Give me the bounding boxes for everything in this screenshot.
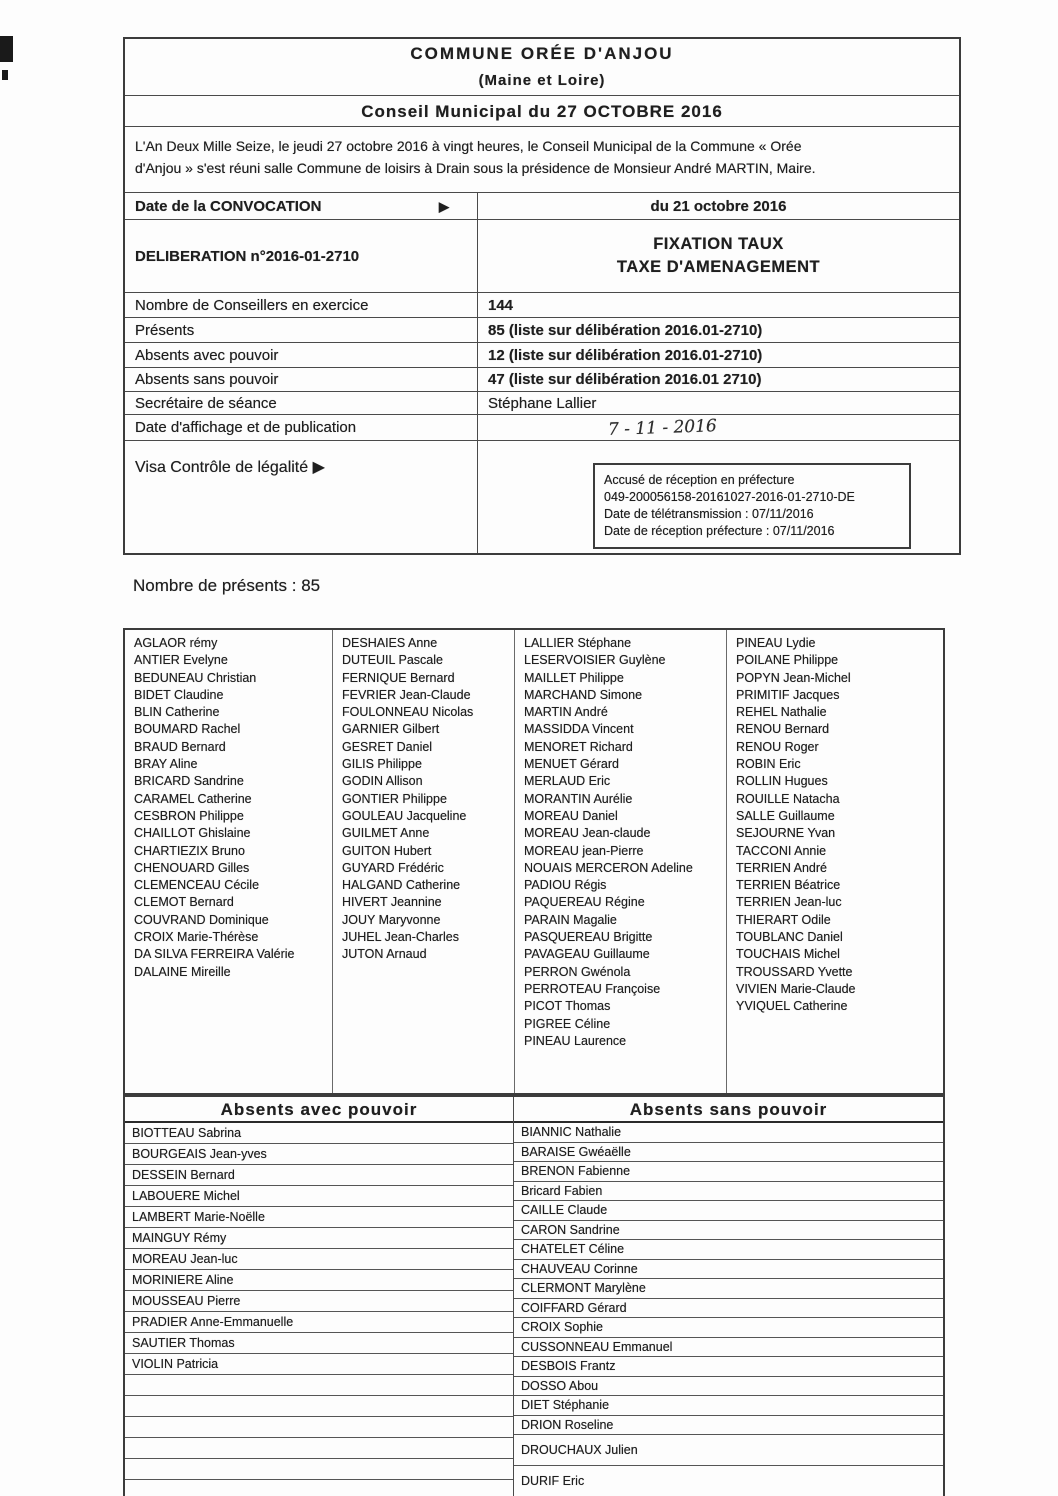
- present-member-name: DALAINE Mireille: [134, 964, 231, 979]
- session-title: Conseil Municipal du 27 OCTOBRE 2016: [125, 96, 959, 127]
- present-member-name: TACCONI Annie: [736, 843, 827, 858]
- intro-line-2: d'Anjou » s'est réuni salle Commune de loisirs à Drain sous la présidence de Monsieur André MARTIN, Maire.: [135, 160, 816, 176]
- present-member-name: REHEL Nathalie: [736, 705, 827, 720]
- absent-sans-pouvoir-name: CARON Sandrine: [514, 1221, 943, 1241]
- row-secretaire: [125, 392, 959, 415]
- absent-avec-pouvoir-name: MOUSSEAU Pierre: [125, 1291, 513, 1312]
- scan-artifact: [2, 70, 8, 80]
- present-member-name: GUITON Hubert: [342, 843, 432, 858]
- commune-title: COMMUNE ORÉE D'ANJOU: [410, 44, 674, 63]
- present-member-name: TOUBLANC Daniel: [736, 930, 843, 945]
- present-member-name: GILIS Philippe: [342, 757, 422, 772]
- present-member-name: TROUSSARD Yvette: [736, 964, 853, 979]
- present-member-name: TOUCHAIS Michel: [736, 947, 840, 962]
- present-member-name: CESBRON Philippe: [134, 808, 244, 823]
- present-member-name: BRAY Aline: [134, 757, 198, 772]
- empty-row: [125, 1375, 513, 1396]
- present-member-name: GOULEAU Jacqueline: [342, 808, 467, 823]
- absent-sans-pouvoir-name: CHAUVEAU Corinne: [514, 1260, 943, 1280]
- present-member-name: LESERVOISIER Guylène: [524, 653, 666, 668]
- empty-ruled-rows: [125, 1375, 513, 1496]
- present-member-name: MARCHAND Simone: [524, 687, 643, 702]
- row-convocation: [125, 193, 959, 220]
- present-member-name: CHAILLOT Ghislaine: [134, 826, 251, 841]
- secretaire-value: Stéphane Lallier: [488, 395, 597, 412]
- accuse-reception-box: [593, 463, 911, 549]
- present-member-name: BIDET Claudine: [134, 687, 224, 702]
- convocation-value: du 21 octobre 2016: [650, 198, 787, 215]
- present-member-name: PRIMITIF Jacques: [736, 687, 840, 702]
- row-absents-avec: [125, 343, 959, 368]
- absent-avec-pouvoir-name: DESSEIN Bernard: [125, 1165, 513, 1186]
- document-header-box: [123, 37, 961, 555]
- absents-sans-pouvoir-rows: [514, 1123, 943, 1496]
- absent-sans-pouvoir-name: CROIX Sophie: [514, 1318, 943, 1338]
- presents-names-table: [123, 628, 945, 1095]
- empty-row: [125, 1438, 513, 1459]
- present-member-name: CHARTIEZIX Bruno: [134, 843, 245, 858]
- present-member-name: JUTON Arnaud: [342, 947, 427, 962]
- empty-row: [125, 1459, 513, 1480]
- present-member-name: PICOT Thomas: [524, 999, 611, 1014]
- present-member-name: THIERART Odile: [736, 912, 831, 927]
- present-member-name: GONTIER Philippe: [342, 791, 447, 806]
- accuse-reception-date: Date de réception préfecture : 07/11/2016: [604, 524, 835, 538]
- present-member-name: RENOU Bernard: [736, 722, 830, 737]
- present-member-name: FERNIQUE Bernard: [342, 670, 455, 685]
- present-member-name: MOREAU Daniel: [524, 808, 618, 823]
- presents-label: Présents: [125, 318, 478, 342]
- absents-sans-pouvoir-header: Absents sans pouvoir: [514, 1097, 943, 1123]
- absents-sans-value: 47 (liste sur délibération 2016.01 2710): [488, 371, 762, 388]
- present-member-name: CLEMENCEAU Cécile: [134, 878, 260, 893]
- empty-row: [125, 1396, 513, 1417]
- present-member-name: BLIN Catherine: [134, 705, 220, 720]
- absents-sans-pouvoir-table: [514, 1097, 943, 1496]
- absent-sans-pouvoir-name: DROUCHAUX Julien: [514, 1435, 943, 1466]
- row-presents: [125, 318, 959, 343]
- secretaire-label: Secrétaire de séance: [125, 392, 478, 414]
- absent-avec-pouvoir-name: MOREAU Jean-luc: [125, 1249, 513, 1270]
- absents-avec-pouvoir-table: [125, 1097, 514, 1496]
- absents-avec-label: Absents avec pouvoir: [125, 343, 478, 367]
- presents-column-1: [125, 630, 333, 1093]
- present-member-name: POILANE Philippe: [736, 653, 839, 668]
- present-member-name: PAQUEREAU Régine: [524, 895, 645, 910]
- absent-sans-pouvoir-name: DESBOIS Frantz: [514, 1357, 943, 1377]
- absent-avec-pouvoir-name: MAINGUY Rémy: [125, 1228, 513, 1249]
- present-member-name: PERROTEAU Françoise: [524, 981, 661, 996]
- session-intro-paragraph: [125, 127, 959, 193]
- present-member-name: FEVRIER Jean-Claude: [342, 687, 471, 702]
- present-member-name: VIVIEN Marie-Claude: [736, 981, 856, 996]
- absent-sans-pouvoir-name: BIANNIC Nathalie: [514, 1123, 943, 1143]
- absent-sans-pouvoir-name: DRION Roseline: [514, 1416, 943, 1436]
- affichage-label: Date d'affichage et de publication: [125, 415, 478, 440]
- present-member-name: CLEMOT Bernard: [134, 895, 234, 910]
- presents-column-2: [333, 630, 515, 1093]
- accuse-line-1: Accusé de réception en préfecture: [604, 473, 795, 487]
- present-member-name: TERRIEN André: [736, 860, 828, 875]
- departement-subtitle: (Maine et Loire): [125, 69, 959, 96]
- present-member-name: BOUMARD Rachel: [134, 722, 241, 737]
- visa-label: Visa Contrôle de légalité ▶: [125, 441, 478, 553]
- row-deliberation: [125, 220, 959, 293]
- present-member-name: MASSIDDA Vincent: [524, 722, 634, 737]
- absents-sans-label: Absents sans pouvoir: [125, 368, 478, 391]
- absent-avec-pouvoir-name: BIOTTEAU Sabrina: [125, 1123, 513, 1144]
- conseillers-label: Nombre de Conseillers en exercice: [125, 293, 478, 317]
- absents-tables: [123, 1095, 945, 1496]
- present-member-name: ANTIER Evelyne: [134, 653, 228, 668]
- present-member-name: HALGAND Catherine: [342, 878, 461, 893]
- present-member-name: MORANTIN Aurélie: [524, 791, 633, 806]
- presents-column-4: [727, 630, 943, 1093]
- absent-sans-pouvoir-name: CLERMONT Marylène: [514, 1279, 943, 1299]
- row-absents-sans: [125, 368, 959, 392]
- absents-avec-pouvoir-rows: [125, 1123, 513, 1375]
- present-member-name: GARNIER Gilbert: [342, 722, 440, 737]
- present-member-name: POPYN Jean-Michel: [736, 670, 851, 685]
- present-member-name: PARAIN Magalie: [524, 912, 617, 927]
- intro-line-1: L'An Deux Mille Seize, le jeudi 27 octobre 2016 à vingt heures, le Conseil Municipal de la Commune « Orée: [135, 138, 802, 154]
- deliberation-subject-line1: FIXATION TAUX: [653, 235, 784, 253]
- absent-avec-pouvoir-name: PRADIER Anne-Emmanuelle: [125, 1312, 513, 1333]
- present-member-name: JOUY Maryvonne: [342, 912, 441, 927]
- absents-avec-value: 12 (liste sur délibération 2016.01-2710): [488, 347, 763, 364]
- present-member-name: JUHEL Jean-Charles: [342, 930, 459, 945]
- absent-sans-pouvoir-name: CAILLE Claude: [514, 1201, 943, 1221]
- row-visa: [125, 441, 959, 553]
- present-member-name: ROBIN Eric: [736, 757, 801, 772]
- present-member-name: CHENOUARD Gilles: [134, 860, 250, 875]
- present-member-name: MOREAU jean-Pierre: [524, 843, 644, 858]
- present-member-name: MARTIN André: [524, 705, 608, 720]
- present-member-name: MOREAU Jean-claude: [524, 826, 651, 841]
- absent-sans-pouvoir-name: BARAISE Gwéaëlle: [514, 1143, 943, 1163]
- right-arrow-icon: ▶: [439, 199, 449, 214]
- absent-sans-pouvoir-name: DOSSO Abou: [514, 1377, 943, 1397]
- conseillers-value: 144: [488, 297, 514, 314]
- present-member-name: TERRIEN Jean-luc: [736, 895, 842, 910]
- absent-avec-pouvoir-name: LABOUERE Michel: [125, 1186, 513, 1207]
- present-member-name: PIGREE Céline: [524, 1016, 611, 1031]
- absent-avec-pouvoir-name: LAMBERT Marie-Noëlle: [125, 1207, 513, 1228]
- absent-sans-pouvoir-name: Bricard Fabien: [514, 1182, 943, 1202]
- present-member-name: PAVAGEAU Guillaume: [524, 947, 650, 962]
- present-member-name: NOUAIS MERCERON Adeline: [524, 860, 693, 875]
- present-member-name: ROLLIN Hugues: [736, 774, 828, 789]
- present-member-name: CROIX Marie-Thérèse: [134, 930, 259, 945]
- deliberation-label: DELIBERATION n°2016-01-2710: [125, 220, 478, 292]
- present-member-name: GUYARD Frédéric: [342, 860, 444, 875]
- present-member-name: PADIOU Régis: [524, 878, 607, 893]
- present-member-name: BEDUNEAU Christian: [134, 670, 257, 685]
- convocation-label: Date de la CONVOCATION: [135, 198, 322, 215]
- present-member-name: BRICARD Sandrine: [134, 774, 244, 789]
- present-member-name: CARAMEL Catherine: [134, 791, 252, 806]
- absent-avec-pouvoir-name: SAUTIER Thomas: [125, 1333, 513, 1354]
- present-member-name: GUILMET Anne: [342, 826, 430, 841]
- present-member-name: HIVERT Jeannine: [342, 895, 442, 910]
- present-member-name: DUTEUIL Pascale: [342, 653, 443, 668]
- absent-sans-pouvoir-name: BRENON Fabienne: [514, 1162, 943, 1182]
- absent-sans-pouvoir-name: COIFFARD Gérard: [514, 1299, 943, 1319]
- deliberation-subject-line2: TAXE D'AMENAGEMENT: [616, 258, 821, 276]
- absent-avec-pouvoir-name: BOURGEAIS Jean-yves: [125, 1144, 513, 1165]
- present-member-name: GESRET Daniel: [342, 739, 433, 754]
- present-member-name: MENORET Richard: [524, 739, 633, 754]
- present-member-name: COUVRAND Dominique: [134, 912, 269, 927]
- present-member-name: RENOU Roger: [736, 739, 819, 754]
- present-member-name: FOULONNEAU Nicolas: [342, 705, 474, 720]
- present-member-name: BRAUD Bernard: [134, 739, 226, 754]
- present-member-name: ROUILLE Natacha: [736, 791, 840, 806]
- present-member-name: PASQUEREAU Brigitte: [524, 930, 653, 945]
- empty-row: [125, 1417, 513, 1438]
- empty-row: [125, 1480, 513, 1496]
- present-member-name: YVIQUEL Catherine: [736, 999, 848, 1014]
- present-member-name: DA SILVA FERREIRA Valérie: [134, 947, 295, 962]
- row-affichage: [125, 415, 959, 441]
- presents-count-heading: Nombre de présents : 85: [133, 576, 321, 595]
- present-member-name: PINEAU Laurence: [524, 1033, 627, 1048]
- present-member-name: SALLE Guillaume: [736, 808, 835, 823]
- presents-value: 85 (liste sur délibération 2016.01-2710): [488, 322, 763, 339]
- present-member-name: MENUET Gérard: [524, 757, 619, 772]
- absents-avec-pouvoir-header: Absents avec pouvoir: [125, 1097, 513, 1123]
- absent-sans-pouvoir-name: DIET Stéphanie: [514, 1396, 943, 1416]
- scan-artifact: [0, 36, 13, 62]
- present-member-name: PINEAU Lydie: [736, 636, 816, 650]
- absent-avec-pouvoir-name: VIOLIN Patricia: [125, 1354, 513, 1375]
- present-member-name: MAILLET Philippe: [524, 670, 624, 685]
- accuse-reference-number: 049-200056158-20161027-2016-01-2710-DE: [604, 490, 855, 504]
- present-member-name: AGLAOR rémy: [134, 636, 218, 650]
- affichage-handwritten-date: 7 - 11 - 2016: [607, 416, 718, 440]
- absent-sans-pouvoir-name: DURIF Eric: [514, 1466, 943, 1496]
- present-member-name: PERRON Gwénola: [524, 964, 631, 979]
- present-member-name: GODIN Allison: [342, 774, 423, 789]
- present-member-name: SEJOURNE Yvan: [736, 826, 836, 841]
- present-member-name: LALLIER Stéphane: [524, 636, 632, 650]
- absent-sans-pouvoir-name: CHATELET Céline: [514, 1240, 943, 1260]
- row-conseillers: [125, 293, 959, 318]
- present-member-name: DESHAIES Anne: [342, 636, 438, 650]
- absent-avec-pouvoir-name: MORINIERE Aline: [125, 1270, 513, 1291]
- presents-column-3: [515, 630, 727, 1093]
- present-member-name: TERRIEN Béatrice: [736, 878, 841, 893]
- accuse-teletransmission-date: Date de télétransmission : 07/11/2016: [604, 507, 814, 521]
- absent-sans-pouvoir-name: CUSSONNEAU Emmanuel: [514, 1338, 943, 1358]
- present-member-name: MERLAUD Eric: [524, 774, 611, 789]
